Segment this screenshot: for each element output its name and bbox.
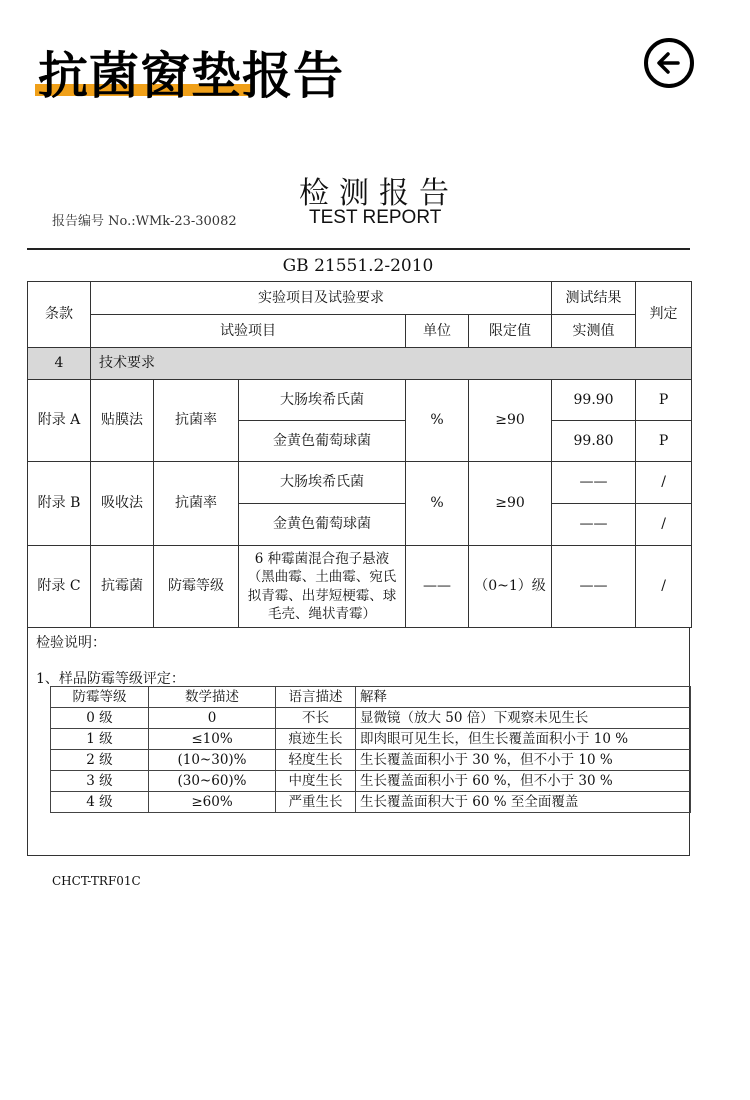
grade-level: 2 级	[51, 750, 149, 771]
grade-row	[51, 792, 691, 813]
grade-desc: 严重生长	[276, 792, 356, 813]
notes-section	[27, 628, 690, 856]
verdict: /	[636, 462, 692, 504]
measured-value: 99.90	[552, 380, 636, 421]
grade-math: 0	[149, 708, 276, 729]
unit: %	[406, 380, 469, 462]
header-limit: 限定值	[469, 315, 552, 348]
header-measured: 实测值	[552, 315, 636, 348]
appendix: 附录 C	[28, 546, 91, 628]
verdict: /	[636, 504, 692, 546]
grade-level: 3 级	[51, 771, 149, 792]
grade-explanation: 生长覆盖面积大于 60 % 至全面覆盖	[356, 792, 691, 813]
grade-desc: 轻度生长	[276, 750, 356, 771]
method: 贴膜法	[91, 380, 154, 462]
notes-item-1: 1、样品防霉等级评定：	[36, 671, 185, 687]
grade-header: 解释	[356, 687, 691, 708]
header-unit: 单位	[406, 315, 469, 348]
limit: （0~1）级	[469, 546, 552, 628]
grade-header-row	[51, 687, 691, 708]
appendix: 附录 A	[28, 380, 91, 462]
page-title: 抗菌窗垫报告	[38, 47, 344, 105]
measured-value: ——	[552, 462, 636, 504]
organism: 金黄色葡萄球菌	[239, 504, 406, 546]
report-title-cn: 检测报告	[299, 176, 459, 211]
grade-header: 语言描述	[276, 687, 356, 708]
method: 抗霉菌	[91, 546, 154, 628]
appendix: 附录 B	[28, 462, 91, 546]
grade-level: 4 级	[51, 792, 149, 813]
header-item: 试验项目	[91, 315, 406, 348]
grade-header: 数学描述	[149, 687, 276, 708]
grade-table	[50, 686, 691, 813]
organism: 大肠埃希氏菌	[239, 380, 406, 421]
grade-row	[51, 729, 691, 750]
item: 抗菌率	[154, 380, 239, 462]
grade-desc: 不长	[276, 708, 356, 729]
header-result: 测试结果	[552, 282, 636, 315]
item: 抗菌率	[154, 462, 239, 546]
unit: %	[406, 462, 469, 546]
limit: ≥90	[469, 380, 552, 462]
measured-value: ——	[552, 546, 636, 628]
section-label: 技术要求	[91, 348, 692, 380]
measured-value: ——	[552, 504, 636, 546]
grade-level: 0 级	[51, 708, 149, 729]
header-verdict: 判定	[636, 282, 692, 348]
grade-desc: 中度生长	[276, 771, 356, 792]
grade-explanation: 生长覆盖面积小于 30 %，但不小于 10 %	[356, 750, 691, 771]
verdict: P	[636, 380, 692, 421]
header-items-req: 实验项目及试验要求	[91, 282, 552, 315]
verdict: /	[636, 546, 692, 628]
results-table	[27, 281, 692, 628]
grade-row	[51, 771, 691, 792]
grade-math: ≤10%	[149, 729, 276, 750]
organism: 金黄色葡萄球菌	[239, 421, 406, 462]
arrow-left-icon	[654, 48, 684, 78]
organism: 大肠埃希氏菌	[239, 462, 406, 504]
measured-value: 99.80	[552, 421, 636, 462]
grade-math: (10~30)%	[149, 750, 276, 771]
grade-math: ≥60%	[149, 792, 276, 813]
method: 吸收法	[91, 462, 154, 546]
unit: ——	[406, 546, 469, 628]
grade-math: (30~60)%	[149, 771, 276, 792]
grade-level: 1 级	[51, 729, 149, 750]
grade-header: 防霉等级	[51, 687, 149, 708]
grade-explanation: 显微镜（放大 50 倍）下观察未见生长	[356, 708, 691, 729]
notes-heading: 检验说明：	[36, 635, 106, 651]
grade-row	[51, 750, 691, 771]
organism: 6 种霉菌混合孢子悬液（黑曲霉、土曲霉、宛氏拟青霉、出芽短梗霉、球毛壳、绳状青霉）	[239, 546, 406, 628]
report-number: 报告编号 No.:WMk-23-30082	[52, 214, 237, 229]
header-clause: 条款	[28, 282, 91, 348]
limit: ≥90	[469, 462, 552, 546]
verdict: P	[636, 421, 692, 462]
grade-explanation: 生长覆盖面积小于 60 %，但不小于 30 %	[356, 771, 691, 792]
item: 防霉等级	[154, 546, 239, 628]
section-no: 4	[28, 348, 91, 380]
standard-code: GB 21551.2-2010	[282, 256, 434, 276]
divider	[27, 248, 690, 250]
grade-row	[51, 708, 691, 729]
back-button[interactable]	[644, 38, 694, 88]
grade-desc: 痕迹生长	[276, 729, 356, 750]
footer-code: CHCT-TRF01C	[52, 874, 141, 888]
grade-explanation: 即肉眼可见生长，但生长覆盖面积小于 10 %	[356, 729, 691, 750]
report-title-en: TEST REPORT	[309, 207, 442, 228]
